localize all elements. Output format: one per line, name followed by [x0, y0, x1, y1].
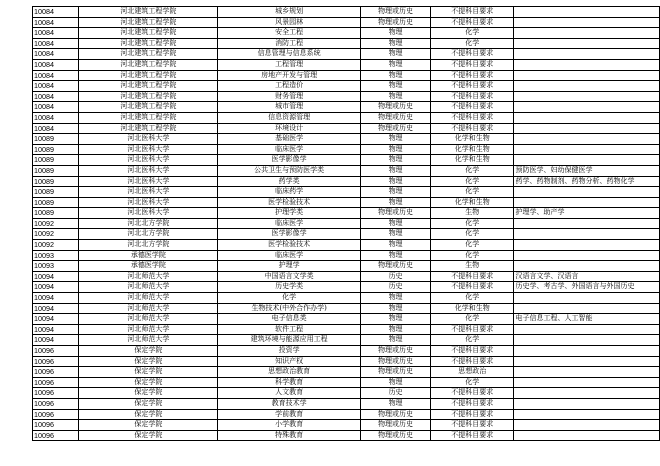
primary-subject-cell: 历史: [361, 388, 431, 399]
included-majors-cell: [514, 303, 660, 314]
table-row: [33, 271, 660, 282]
elective-requirement-cell: 不提科目要求: [431, 271, 514, 282]
included-majors-cell: 护理学、助产学: [514, 208, 660, 219]
table-row: [33, 367, 660, 378]
included-majors-cell: [514, 59, 660, 70]
school-name-cell: 保定学院: [79, 398, 218, 409]
primary-subject-cell: 物理: [361, 218, 431, 229]
major-name-cell: 生物技术(中外合作办学): [218, 303, 361, 314]
major-name-cell: 思想政治教育: [218, 367, 361, 378]
school-code-cell: 10094: [33, 303, 79, 314]
elective-requirement-cell: 不提科目要求: [431, 346, 514, 357]
included-majors-cell: [514, 218, 660, 229]
major-name-cell: 消防工程: [218, 38, 361, 49]
elective-requirement-cell: 化学: [431, 314, 514, 325]
table-row: [33, 240, 660, 251]
primary-subject-cell: 物理或历史: [361, 123, 431, 134]
major-name-cell: 公共卫生与预防医学类: [218, 165, 361, 176]
school-name-cell: 河北北方学院: [79, 229, 218, 240]
elective-requirement-cell: 化学: [431, 28, 514, 39]
primary-subject-cell: 物理: [361, 81, 431, 92]
school-code-cell: 10094: [33, 271, 79, 282]
table-row: [33, 17, 660, 28]
school-code-cell: 10089: [33, 134, 79, 145]
elective-requirement-cell: 不提科目要求: [431, 49, 514, 60]
included-majors-cell: [514, 346, 660, 357]
table-row: [33, 70, 660, 81]
primary-subject-cell: 物理或历史: [361, 346, 431, 357]
school-code-cell: 10084: [33, 81, 79, 92]
primary-subject-cell: 物理: [361, 49, 431, 60]
elective-requirement-cell: 不提科目要求: [431, 388, 514, 399]
school-code-cell: 10084: [33, 28, 79, 39]
school-code-cell: 10096: [33, 420, 79, 431]
major-name-cell: 临床医学: [218, 250, 361, 261]
admission-subject-table: [32, 6, 660, 441]
primary-subject-cell: 物理: [361, 303, 431, 314]
major-name-cell: 医学影像学: [218, 155, 361, 166]
included-majors-cell: [514, 17, 660, 28]
primary-subject-cell: 物理: [361, 398, 431, 409]
included-majors-cell: 历史学、考古学、外国语言与外国历史: [514, 282, 660, 293]
school-name-cell: 承德医学院: [79, 261, 218, 272]
included-majors-cell: 预防医学、妇幼保健医学: [514, 165, 660, 176]
table-row: [33, 208, 660, 219]
major-name-cell: 环境设计: [218, 123, 361, 134]
table-row: [33, 356, 660, 367]
major-name-cell: 风景园林: [218, 17, 361, 28]
elective-requirement-cell: 生物: [431, 261, 514, 272]
elective-requirement-cell: 不提科目要求: [431, 81, 514, 92]
primary-subject-cell: 物理: [361, 335, 431, 346]
school-name-cell: 河北医科大学: [79, 187, 218, 198]
table-row: [33, 197, 660, 208]
primary-subject-cell: 物理: [361, 91, 431, 102]
major-name-cell: 工程管理: [218, 59, 361, 70]
school-name-cell: 保定学院: [79, 346, 218, 357]
elective-requirement-cell: 化学: [431, 377, 514, 388]
table-row: [33, 165, 660, 176]
school-name-cell: 河北医科大学: [79, 165, 218, 176]
table-row: [33, 218, 660, 229]
table-row: [33, 7, 660, 18]
included-majors-cell: [514, 38, 660, 49]
major-name-cell: 医学检验技术: [218, 240, 361, 251]
school-code-cell: 10092: [33, 240, 79, 251]
elective-requirement-cell: 化学和生物: [431, 144, 514, 155]
school-code-cell: 10089: [33, 197, 79, 208]
school-name-cell: 河北建筑工程学院: [79, 102, 218, 113]
elective-requirement-cell: 化学: [431, 218, 514, 229]
school-code-cell: 10089: [33, 208, 79, 219]
table-row: [33, 38, 660, 49]
school-name-cell: 河北建筑工程学院: [79, 17, 218, 28]
included-majors-cell: [514, 261, 660, 272]
included-majors-cell: [514, 324, 660, 335]
major-name-cell: 特殊教育: [218, 430, 361, 441]
table-row: [33, 123, 660, 134]
included-majors-cell: [514, 144, 660, 155]
included-majors-cell: 电子信息工程、人工智能: [514, 314, 660, 325]
school-code-cell: 10094: [33, 293, 79, 304]
school-name-cell: 河北北方学院: [79, 240, 218, 251]
primary-subject-cell: 物理: [361, 28, 431, 39]
major-name-cell: 信息资源管理: [218, 112, 361, 123]
school-code-cell: 10094: [33, 282, 79, 293]
school-code-cell: 10084: [33, 17, 79, 28]
elective-requirement-cell: 不提科目要求: [431, 70, 514, 81]
major-name-cell: 药学类: [218, 176, 361, 187]
school-name-cell: 河北医科大学: [79, 208, 218, 219]
school-code-cell: 10084: [33, 123, 79, 134]
table-row: [33, 346, 660, 357]
elective-requirement-cell: 不提科目要求: [431, 102, 514, 113]
table-row: [33, 282, 660, 293]
elective-requirement-cell: 化学: [431, 165, 514, 176]
elective-requirement-cell: 不提科目要求: [431, 398, 514, 409]
major-name-cell: 安全工程: [218, 28, 361, 39]
included-majors-cell: [514, 49, 660, 60]
school-name-cell: 河北师范大学: [79, 303, 218, 314]
primary-subject-cell: 物理: [361, 187, 431, 198]
table-row: [33, 176, 660, 187]
elective-requirement-cell: 不提科目要求: [431, 112, 514, 123]
included-majors-cell: [514, 430, 660, 441]
school-name-cell: 承德医学院: [79, 250, 218, 261]
elective-requirement-cell: 思想政治: [431, 367, 514, 378]
major-name-cell: 城市管理: [218, 102, 361, 113]
included-majors-cell: [514, 420, 660, 431]
included-majors-cell: [514, 70, 660, 81]
school-name-cell: 河北建筑工程学院: [79, 7, 218, 18]
table-row: [33, 187, 660, 198]
major-name-cell: 电子信息类: [218, 314, 361, 325]
primary-subject-cell: 物理或历史: [361, 420, 431, 431]
school-code-cell: 10093: [33, 250, 79, 261]
school-code-cell: 10096: [33, 388, 79, 399]
elective-requirement-cell: 化学和生物: [431, 134, 514, 145]
table-row: [33, 81, 660, 92]
elective-requirement-cell: 不提科目要求: [431, 282, 514, 293]
included-majors-cell: [514, 398, 660, 409]
school-code-cell: 10084: [33, 49, 79, 60]
elective-requirement-cell: 化学: [431, 293, 514, 304]
major-name-cell: 化学: [218, 293, 361, 304]
primary-subject-cell: 物理或历史: [361, 367, 431, 378]
table-row: [33, 377, 660, 388]
elective-requirement-cell: 不提科目要求: [431, 17, 514, 28]
table-row: [33, 261, 660, 272]
included-majors-cell: [514, 388, 660, 399]
primary-subject-cell: 物理或历史: [361, 17, 431, 28]
primary-subject-cell: 物理或历史: [361, 261, 431, 272]
school-code-cell: 10096: [33, 367, 79, 378]
school-name-cell: 河北师范大学: [79, 314, 218, 325]
school-name-cell: 河北建筑工程学院: [79, 70, 218, 81]
included-majors-cell: [514, 112, 660, 123]
elective-requirement-cell: 化学和生物: [431, 155, 514, 166]
primary-subject-cell: 物理: [361, 240, 431, 251]
major-name-cell: 信息管理与信息系统: [218, 49, 361, 60]
included-majors-cell: [514, 367, 660, 378]
elective-requirement-cell: 不提科目要求: [431, 91, 514, 102]
school-code-cell: 10094: [33, 335, 79, 346]
school-code-cell: 10084: [33, 91, 79, 102]
included-majors-cell: [514, 293, 660, 304]
school-code-cell: 10096: [33, 430, 79, 441]
school-name-cell: 河北医科大学: [79, 155, 218, 166]
primary-subject-cell: 物理: [361, 144, 431, 155]
school-name-cell: 保定学院: [79, 388, 218, 399]
table-row: [33, 303, 660, 314]
primary-subject-cell: 物理: [361, 165, 431, 176]
school-code-cell: 10084: [33, 7, 79, 18]
primary-subject-cell: 物理: [361, 324, 431, 335]
major-name-cell: 小学教育: [218, 420, 361, 431]
major-name-cell: 医学影像学: [218, 229, 361, 240]
major-name-cell: 学前教育: [218, 409, 361, 420]
primary-subject-cell: 物理: [361, 59, 431, 70]
included-majors-cell: [514, 81, 660, 92]
included-majors-cell: [514, 250, 660, 261]
table-row: [33, 409, 660, 420]
elective-requirement-cell: 化学: [431, 335, 514, 346]
included-majors-cell: [514, 240, 660, 251]
school-name-cell: 河北建筑工程学院: [79, 49, 218, 60]
included-majors-cell: [514, 91, 660, 102]
major-name-cell: 房地产开发与管理: [218, 70, 361, 81]
included-majors-cell: [514, 197, 660, 208]
table-row: [33, 388, 660, 399]
school-name-cell: 河北医科大学: [79, 134, 218, 145]
primary-subject-cell: 物理: [361, 377, 431, 388]
school-name-cell: 河北建筑工程学院: [79, 59, 218, 70]
school-code-cell: 10089: [33, 187, 79, 198]
included-majors-cell: [514, 356, 660, 367]
primary-subject-cell: 物理或历史: [361, 430, 431, 441]
primary-subject-cell: 物理: [361, 197, 431, 208]
school-code-cell: 10094: [33, 324, 79, 335]
school-name-cell: 河北建筑工程学院: [79, 28, 218, 39]
included-majors-cell: [514, 134, 660, 145]
table-row: [33, 420, 660, 431]
school-name-cell: 河北北方学院: [79, 218, 218, 229]
elective-requirement-cell: 不提科目要求: [431, 420, 514, 431]
primary-subject-cell: 物理: [361, 293, 431, 304]
school-code-cell: 10084: [33, 112, 79, 123]
table-row: [33, 112, 660, 123]
school-name-cell: 保定学院: [79, 356, 218, 367]
table-row: [33, 59, 660, 70]
included-majors-cell: [514, 409, 660, 420]
major-name-cell: 软件工程: [218, 324, 361, 335]
elective-requirement-cell: 不提科目要求: [431, 356, 514, 367]
primary-subject-cell: 物理: [361, 250, 431, 261]
included-majors-cell: [514, 155, 660, 166]
table-row: [33, 134, 660, 145]
school-code-cell: 10089: [33, 165, 79, 176]
primary-subject-cell: 物理: [361, 176, 431, 187]
major-name-cell: 护理学: [218, 261, 361, 272]
school-code-cell: 10089: [33, 144, 79, 155]
major-name-cell: 教育技术学: [218, 398, 361, 409]
major-name-cell: 临床医学: [218, 144, 361, 155]
primary-subject-cell: 物理或历史: [361, 7, 431, 18]
major-name-cell: 建筑环境与能源应用工程: [218, 335, 361, 346]
school-name-cell: 河北建筑工程学院: [79, 91, 218, 102]
primary-subject-cell: 历史: [361, 282, 431, 293]
major-name-cell: 护理学类: [218, 208, 361, 219]
elective-requirement-cell: 化学和生物: [431, 197, 514, 208]
school-code-cell: 10096: [33, 346, 79, 357]
elective-requirement-cell: 不提科目要求: [431, 409, 514, 420]
elective-requirement-cell: 不提科目要求: [431, 324, 514, 335]
elective-requirement-cell: 化学: [431, 240, 514, 251]
included-majors-cell: [514, 377, 660, 388]
major-name-cell: 临床药学: [218, 187, 361, 198]
major-name-cell: 知识产权: [218, 356, 361, 367]
elective-requirement-cell: 化学: [431, 229, 514, 240]
school-name-cell: 河北师范大学: [79, 271, 218, 282]
elective-requirement-cell: 化学和生物: [431, 303, 514, 314]
school-code-cell: 10094: [33, 314, 79, 325]
school-name-cell: 河北建筑工程学院: [79, 81, 218, 92]
school-code-cell: 10084: [33, 38, 79, 49]
major-name-cell: 人文教育: [218, 388, 361, 399]
primary-subject-cell: 物理: [361, 38, 431, 49]
table-row: [33, 324, 660, 335]
primary-subject-cell: 物理或历史: [361, 409, 431, 420]
table-row: [33, 91, 660, 102]
school-name-cell: 河北医科大学: [79, 197, 218, 208]
table-row: [33, 293, 660, 304]
primary-subject-cell: 物理或历史: [361, 112, 431, 123]
table-row: [33, 250, 660, 261]
included-majors-cell: [514, 102, 660, 113]
school-code-cell: 10096: [33, 409, 79, 420]
major-name-cell: 城乡规划: [218, 7, 361, 18]
major-name-cell: 基础医学: [218, 134, 361, 145]
primary-subject-cell: 物理或历史: [361, 208, 431, 219]
school-name-cell: 河北师范大学: [79, 324, 218, 335]
school-name-cell: 保定学院: [79, 377, 218, 388]
school-code-cell: 10096: [33, 377, 79, 388]
elective-requirement-cell: 不提科目要求: [431, 7, 514, 18]
school-name-cell: 保定学院: [79, 367, 218, 378]
table-row: [33, 314, 660, 325]
elective-requirement-cell: 化学: [431, 187, 514, 198]
elective-requirement-cell: 化学: [431, 250, 514, 261]
included-majors-cell: [514, 28, 660, 39]
table-row: [33, 335, 660, 346]
included-majors-cell: 汉语言文学、汉语言: [514, 271, 660, 282]
school-code-cell: 10092: [33, 229, 79, 240]
school-name-cell: 河北师范大学: [79, 282, 218, 293]
elective-requirement-cell: 化学: [431, 38, 514, 49]
table-row: [33, 28, 660, 39]
school-name-cell: 河北医科大学: [79, 144, 218, 155]
major-name-cell: 医学检验技术: [218, 197, 361, 208]
school-code-cell: 10093: [33, 261, 79, 272]
primary-subject-cell: 历史: [361, 271, 431, 282]
major-name-cell: 历史学类: [218, 282, 361, 293]
school-code-cell: 10084: [33, 70, 79, 81]
school-code-cell: 10089: [33, 176, 79, 187]
table-row: [33, 398, 660, 409]
table-body: [33, 7, 660, 441]
school-code-cell: 10092: [33, 218, 79, 229]
elective-requirement-cell: 生物: [431, 208, 514, 219]
table-row: [33, 430, 660, 441]
major-name-cell: 财务管理: [218, 91, 361, 102]
primary-subject-cell: 物理: [361, 155, 431, 166]
primary-subject-cell: 物理或历史: [361, 356, 431, 367]
major-name-cell: 临床医学: [218, 218, 361, 229]
included-majors-cell: [514, 229, 660, 240]
table-row: [33, 102, 660, 113]
school-name-cell: 河北师范大学: [79, 293, 218, 304]
elective-requirement-cell: 化学: [431, 176, 514, 187]
school-name-cell: 保定学院: [79, 409, 218, 420]
table-row: [33, 144, 660, 155]
elective-requirement-cell: 不提科目要求: [431, 430, 514, 441]
school-code-cell: 10084: [33, 59, 79, 70]
major-name-cell: 中国语言文学类: [218, 271, 361, 282]
primary-subject-cell: 物理: [361, 229, 431, 240]
table-row: [33, 229, 660, 240]
school-name-cell: 保定学院: [79, 420, 218, 431]
included-majors-cell: 药学、药物制剂、药物分析、药物化学: [514, 176, 660, 187]
school-name-cell: 保定学院: [79, 430, 218, 441]
elective-requirement-cell: 不提科目要求: [431, 123, 514, 134]
primary-subject-cell: 物理: [361, 134, 431, 145]
school-name-cell: 河北建筑工程学院: [79, 123, 218, 134]
primary-subject-cell: 物理或历史: [361, 102, 431, 113]
school-name-cell: 河北医科大学: [79, 176, 218, 187]
school-code-cell: 10089: [33, 155, 79, 166]
major-name-cell: 科学教育: [218, 377, 361, 388]
school-code-cell: 10096: [33, 356, 79, 367]
school-name-cell: 河北建筑工程学院: [79, 38, 218, 49]
school-code-cell: 10084: [33, 102, 79, 113]
included-majors-cell: [514, 7, 660, 18]
included-majors-cell: [514, 123, 660, 134]
table-row: [33, 49, 660, 60]
elective-requirement-cell: 不提科目要求: [431, 59, 514, 70]
major-name-cell: 工程造价: [218, 81, 361, 92]
included-majors-cell: [514, 187, 660, 198]
major-name-cell: 投资学: [218, 346, 361, 357]
primary-subject-cell: 物理: [361, 314, 431, 325]
primary-subject-cell: 物理: [361, 70, 431, 81]
school-name-cell: 河北师范大学: [79, 335, 218, 346]
table-row: [33, 155, 660, 166]
included-majors-cell: [514, 335, 660, 346]
school-name-cell: 河北建筑工程学院: [79, 112, 218, 123]
school-code-cell: 10096: [33, 398, 79, 409]
